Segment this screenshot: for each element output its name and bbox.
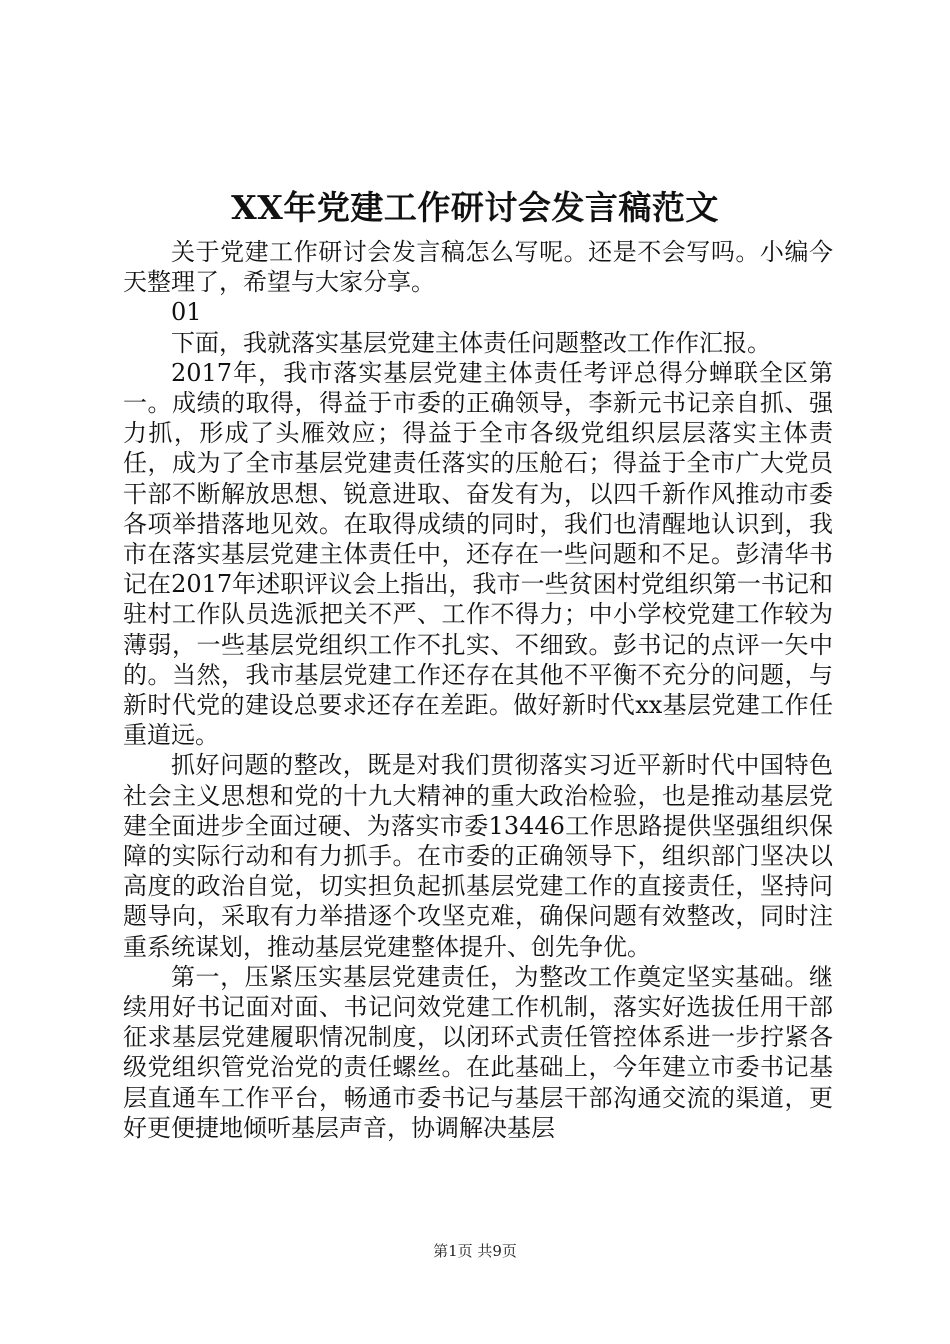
document-body <box>123 237 833 1143</box>
page-footer: 第1页 共9页 <box>433 1242 517 1260</box>
paragraph-section-number: 01 <box>171 298 202 327</box>
paragraph-intro: 关于党建工作研讨会发言稿怎么写呢。还是不会写吗。小编今天整理了，希望与大家分享。 <box>123 238 833 297</box>
document-title: XX年党建工作研讨会发言稿范文 <box>231 188 719 227</box>
paragraph-first-measure: 第一，压紧压实基层党建责任，为整改工作奠定坚实基础。继续用好书记面对面、书记问效党建工作机制，落实好选拔任用干部征求基层党建履职情况制度，以闭环式责任管控体系进一步拧紧各级党组织管党治党的责任螺丝。在此基础上，今年建立市委书记基层直通车工作平台，畅通市委书记与基层干部沟通交流的渠道，更好更便捷地倾听基层声音，协调解决基层 <box>123 962 833 1142</box>
paragraph-rectification: 抓好问题的整改，既是对我们贯彻落实习近平新时代中国特色社会主义思想和党的十九大精神的重大政治检验，也是推动基层党建全面进步全面过硬、为落实市委13446工作思路提供坚强组织保障的实际行动和有力抓手。在市委的正确领导下，组织部门坚决以高度的政治自觉，切实担负起抓基层党建工作的直接责任，坚持问题导向，采取有力举措逐个攻坚克难，确保问题有效整改，同时注重系统谋划，推动基层党建整体提升、创先争优。 <box>123 751 833 961</box>
paragraph-achievements: 2017年，我市落实基层党建主体责任考评总得分蝉联全区第一。成绩的取得，得益于市委的正确领导，李新元书记亲自抓、强力抓，形成了头雁效应；得益于全市各级党组织层层落实主体责任，成为了全市基层党建责任落实的压舱石；得益于全市广大党员干部不断解放思想、锐意进取、奋发有为，以四千新作风推动市委各项举措落地见效。在取得成绩的同时，我们也清醒地认识到，我市在落实基层党建主体责任中，还存在一些问题和不足。彭清华书记在2017年述职评议会上指出，我市一些贫困村党组织第一书记和驻村工作队员选派把关不严、工作不得力；中小学校党建工作较为薄弱，一些基层党组织工作不扎实、不细致。彭书记的点评一矢中的。当然，我市基层党建工作还存在其他不平衡不充分的问题，与新时代党的建设总要求还存在差距。做好新时代xx基层党建工作任重道远。 <box>123 358 833 750</box>
paragraph-opening: 下面，我就落实基层党建主体责任问题整改工作作汇报。 <box>171 328 771 357</box>
